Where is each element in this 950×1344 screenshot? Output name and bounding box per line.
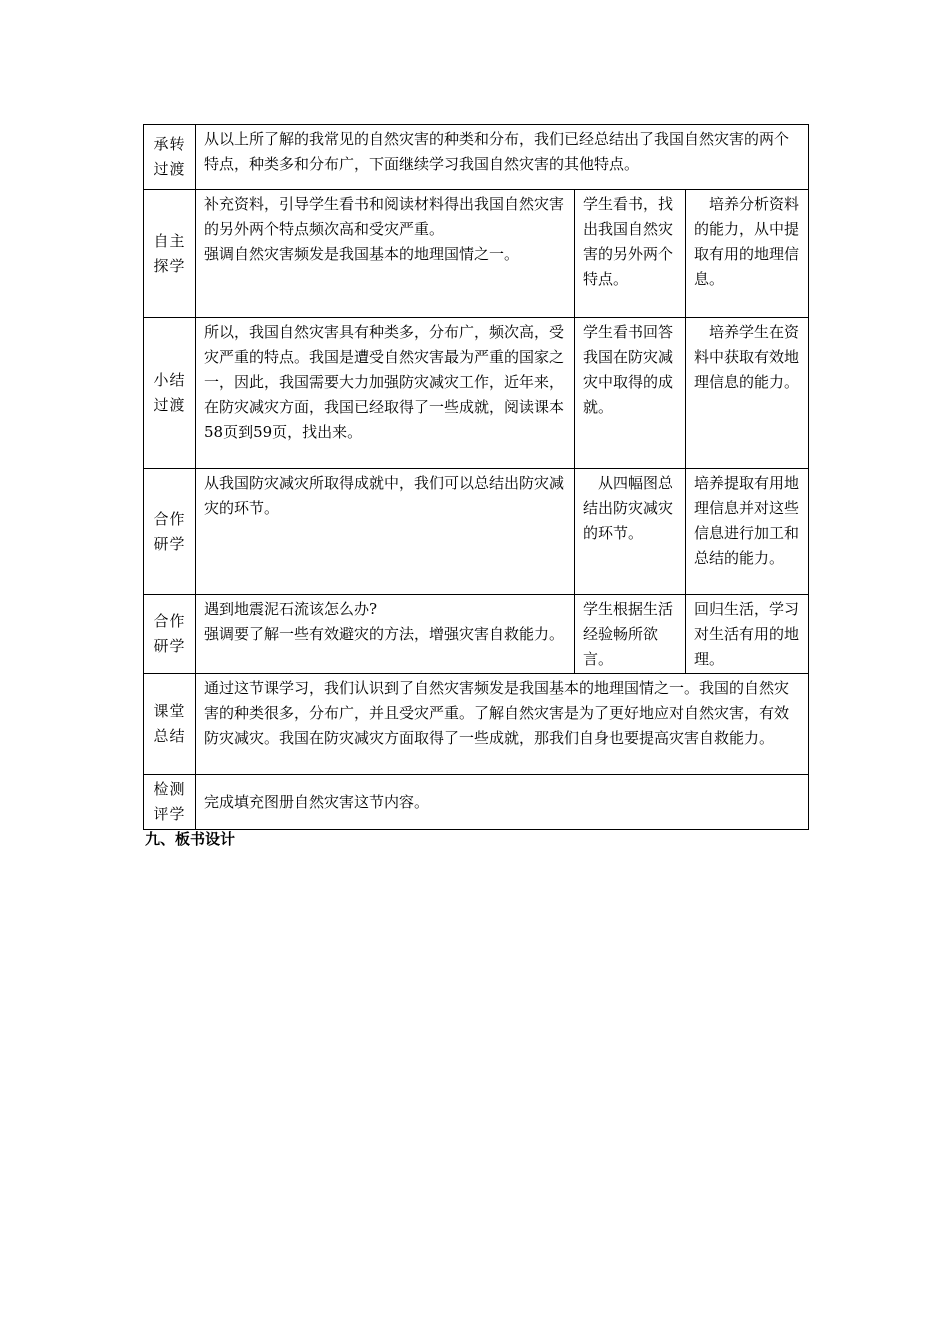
teacher-activity-cell: [196, 674, 809, 775]
table-row: [144, 674, 809, 775]
table-row: [144, 775, 809, 830]
stage-label: 课堂总结: [144, 674, 196, 775]
table-row: [144, 318, 809, 469]
design-intent-cell: 培养提取有用地理信息并对这些信息进行加工和总结的能力。: [686, 469, 809, 595]
teacher-activity-cell: [196, 318, 575, 469]
design-intent-cell: 培养学生在资料中获取有效地理信息的能力。: [686, 318, 809, 469]
teacher-activity-text: 从以上所了解的我常见的自然灾害的种类和分布，我们已经总结出了我国自然灾害的两个特点，种类多和分布广，下面继续学习我国自然灾害的其他特点。: [204, 130, 790, 173]
stage-label: 自主探学: [144, 190, 196, 318]
table-row: [144, 125, 809, 190]
stage-label: 承转过渡: [144, 125, 196, 190]
student-activity-cell: 学生根据生活经验畅所欲言。: [575, 595, 686, 674]
student-activity-cell: 从四幅图总结出防灾减灾的环节。: [575, 469, 686, 595]
design-intent-cell: 回归生活，学习对生活有用的地理。: [686, 595, 809, 674]
stage-label: 合作研学: [144, 469, 196, 595]
teacher-activity-text: 完成填充图册自然灾害这节内容。: [204, 793, 430, 811]
teacher-activity-text: 从我国防灾减灾所取得成就中，我们可以总结出防灾减灾的环节。: [204, 474, 565, 517]
table-row: [144, 190, 809, 318]
stage-label: 合作研学: [144, 595, 196, 674]
stage-label: 检测评学: [144, 775, 196, 830]
stage-label: 小结过渡: [144, 318, 196, 469]
section-heading: 九、板书设计: [145, 830, 236, 848]
table-row: [144, 469, 809, 595]
student-activity-cell: 学生看书回答我国在防灾减灾中取得的成就。: [575, 318, 686, 469]
teacher-activity-text: 通过这节课学习，我们认识到了自然灾害频发是我国基本的地理国情之一。我国的自然灾害的种类很多，分布广，并且受灾严重。了解自然灾害是为了更好地应对自然灾害，有效防灾减灾。我国在防灾减灾方面取得了一些成就，那我们自身也要提高灾害自救能力。: [204, 679, 790, 747]
student-activity-cell: 学生看书，找出我国自然灾害的另外两个特点。: [575, 190, 686, 318]
teacher-activity-text: 所以，我国自然灾害具有种类多，分布广，频次高，受灾严重的特点。我国是遭受自然灾害最为严重的国家之一，因此，我国需要大力加强防灾减灾工作，近年来，在防灾减灾方面，我国已经取得了一些成就，阅读课本58页到59页，找出来。: [204, 323, 565, 441]
table-row: [144, 595, 809, 674]
teacher-activity-text: 遇到地震泥石流该怎么办?: [204, 600, 378, 618]
teacher-activity-text: 强调要了解一些有效避灾的方法，增强灾害自救能力。: [204, 625, 565, 643]
teacher-activity-cell: [196, 125, 809, 190]
teacher-activity-cell: [196, 595, 575, 674]
teacher-activity-text: 强调自然灾害频发是我国基本的地理国情之一。: [204, 245, 520, 263]
teacher-activity-cell: [196, 469, 575, 595]
teacher-activity-cell: [196, 775, 809, 830]
lesson-plan-table: [143, 124, 809, 830]
teacher-activity-cell: [196, 190, 575, 318]
teacher-activity-text: 补充资料，引导学生看书和阅读材料得出我国自然灾害的另外两个特点频次高和受灾严重。: [204, 195, 565, 238]
design-intent-cell: 培养分析资料的能力，从中提取有用的地理信息。: [686, 190, 809, 318]
